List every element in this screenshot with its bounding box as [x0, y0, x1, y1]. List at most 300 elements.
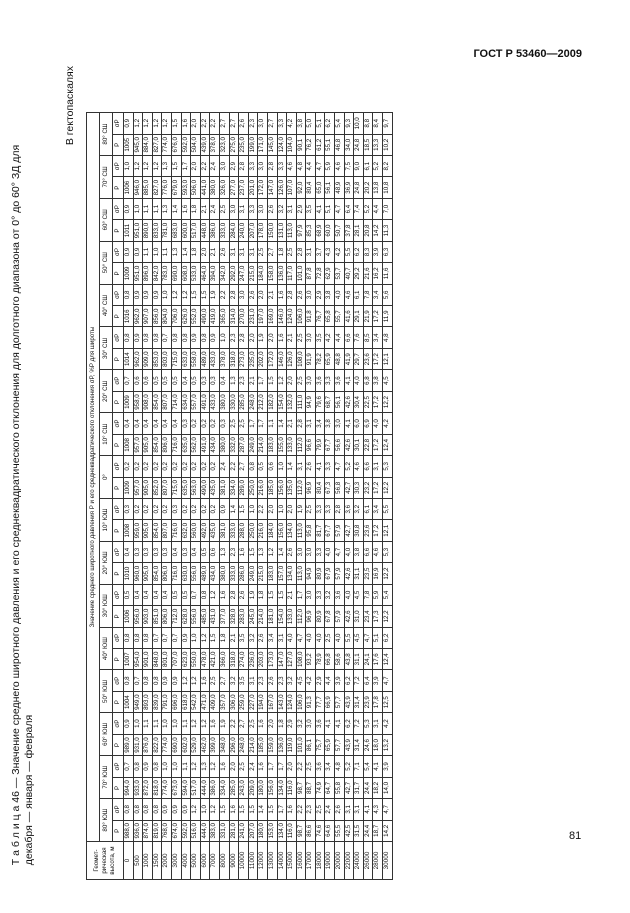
pressure-cell: 462,0 [200, 734, 210, 755]
pressure-cell: 439,0 [200, 134, 210, 155]
sigma-cell: 1,1 [152, 713, 162, 734]
sigma-cell: 2,8 [296, 241, 306, 262]
pressure-cell: 945,0 [133, 134, 143, 155]
sigma-cell: 4,3 [373, 799, 383, 820]
pressure-cell: 55,5 [335, 820, 345, 841]
sigma-cell: 3,9 [373, 241, 383, 262]
sigma-cell: 2,6 [287, 541, 297, 562]
sigma-cell: 0,8 [133, 756, 143, 777]
pressure-cell: 57,9 [335, 563, 345, 584]
sigma-cell: 0,2 [133, 456, 143, 477]
pressure-cell: 905,0 [143, 520, 153, 541]
sigma-subheader: σP [113, 799, 124, 820]
pressure-cell: 156,0 [267, 777, 277, 798]
pressure-cell: 31,5 [354, 820, 364, 841]
pressure-cell: 444,0 [200, 820, 210, 841]
sigma-cell: 1,0 [133, 713, 143, 734]
pressure-cell: 37,8 [344, 220, 354, 241]
sigma-cell: 1,2 [133, 113, 143, 135]
sigma-cell: 7,0 [383, 198, 393, 219]
pressure-cell: 74,6 [315, 820, 325, 841]
pressure-cell: 34,0 [344, 134, 354, 155]
pressure-cell: 184,0 [258, 263, 268, 284]
pressure-cell: 158,0 [267, 263, 277, 284]
sigma-subheader: σP [113, 670, 124, 691]
sigma-cell: 4,6 [287, 156, 297, 177]
sigma-cell: 2,6 [296, 284, 306, 305]
sigma-cell: 3,0 [219, 156, 229, 177]
sigma-cell: 1,6 [219, 584, 229, 605]
pressure-cell: 31,4 [354, 691, 364, 712]
sigma-cell: 0,5 [152, 370, 162, 391]
table-row [124, 113, 134, 880]
pressure-cell: 949,0 [133, 691, 143, 712]
pressure-cell: 441,0 [200, 177, 210, 198]
sigma-cell: 1,1 [162, 241, 172, 262]
pressure-cell: 24,8 [354, 134, 364, 155]
pressure-cell: 381,0 [219, 520, 229, 541]
pressure-cell: 101,0 [296, 263, 306, 284]
sigma-cell: 4,7 [383, 670, 393, 691]
pressure-cell: 281,0 [229, 820, 239, 841]
table-caption [10, 105, 36, 865]
sigma-cell: 3,1 [248, 241, 258, 262]
sigma-cell: 5,2 [363, 198, 373, 219]
sigma-cell: 8,2 [383, 156, 393, 177]
sigma-cell: 0,8 [124, 627, 134, 648]
sigma-cell: 1,2 [171, 284, 181, 305]
pressure-cell: 409,0 [210, 691, 220, 712]
pressure-cell: 98,7 [296, 820, 306, 841]
sigma-cell: 1,5 [219, 799, 229, 820]
pressure-subheader: P [113, 263, 124, 284]
sigma-cell: 4,2 [325, 327, 335, 348]
sigma-cell: 7,8 [363, 584, 373, 605]
sigma-cell: 1,5 [267, 370, 277, 391]
pressure-cell: 117,0 [287, 263, 297, 284]
sigma-cell: 2,0 [267, 713, 277, 734]
sigma-cell: 2,1 [248, 370, 258, 391]
sigma-cell: 0,2 [200, 499, 210, 520]
pressure-cell: 76,2 [306, 134, 316, 155]
sigma-cell: 3,1 [373, 713, 383, 734]
table-caption-line1: Т а б л и ц а 46 — Значение среднего широтного давления и его среднеквадратического отклонения для долготного диапазона от 0° до 60° ЗД для [9, 144, 22, 865]
sigma-cell: 3,5 [239, 627, 249, 648]
sigma-cell: 5,2 [344, 456, 354, 477]
sigma-cell: 3,7 [315, 241, 325, 262]
pressure-cell: 434,0 [210, 434, 220, 455]
pressure-cell: 288,0 [239, 520, 249, 541]
pressure-cell: 30,1 [354, 434, 364, 455]
sigma-cell: 6,1 [354, 284, 364, 305]
pressure-cell: 67,8 [325, 606, 335, 627]
pressure-cell: 715,0 [171, 477, 181, 498]
sigma-cell: 0,4 [124, 413, 134, 434]
sigma-cell: 0,4 [219, 370, 229, 391]
sigma-cell: 2,4 [325, 799, 335, 820]
sigma-cell: 6,2 [344, 670, 354, 691]
sigma-cell: 0,7 [124, 370, 134, 391]
pressure-cell: 106,0 [296, 306, 306, 327]
sigma-cell: 1,0 [133, 198, 143, 219]
pressure-cell: 903,0 [143, 606, 153, 627]
sigma-cell: 3,3 [277, 156, 287, 177]
pressure-cell: 88,7 [306, 777, 316, 798]
pressure-cell: 65,8 [325, 306, 335, 327]
sigma-cell: 4,0 [344, 541, 354, 562]
pressure-cell: 378,0 [219, 348, 229, 369]
pressure-cell: 444,0 [200, 777, 210, 798]
sigma-cell: 0,3 [200, 370, 210, 391]
sigma-cell: 7,8 [363, 284, 373, 305]
sigma-cell: 4,6 [335, 156, 345, 177]
sigma-cell: 0,6 [143, 370, 153, 391]
sigma-cell: 4,0 [335, 627, 345, 648]
pressure-cell: 348,0 [219, 734, 229, 755]
pressure-cell: 23,2 [363, 477, 373, 498]
table-row [258, 113, 268, 880]
table-row [373, 113, 383, 880]
sigma-cell: 1,6 [219, 756, 229, 777]
height-cell: 15000 [287, 842, 297, 880]
sigma-subheader: σP [113, 156, 124, 177]
sigma-cell: 3,0 [258, 156, 268, 177]
sigma-cell: 2,5 [239, 413, 249, 434]
pressure-cell: 124,0 [287, 306, 297, 327]
pressure-cell: 155,0 [277, 434, 287, 455]
pressure-cell: 331,0 [219, 820, 229, 841]
sigma-cell: 2,1 [287, 327, 297, 348]
sigma-cell: 1,6 [277, 284, 287, 305]
sigma-cell: 0,4 [162, 413, 172, 434]
sigma-cell: 0,2 [162, 456, 172, 477]
pressure-cell: 956,0 [133, 606, 143, 627]
table-row [239, 113, 249, 880]
sigma-cell: 3,4 [267, 627, 277, 648]
pressure-cell: 893,0 [143, 691, 153, 712]
sigma-cell: 1,2 [200, 627, 210, 648]
sigma-cell: 2,7 [267, 113, 277, 135]
pressure-cell: 885,0 [143, 177, 153, 198]
sigma-cell: 0,2 [181, 499, 191, 520]
pressure-cell: 24,1 [363, 649, 373, 670]
pressure-cell: 147,0 [267, 177, 277, 198]
pressure-cell: 314,0 [229, 306, 239, 327]
sigma-cell: 0,8 [143, 799, 153, 820]
pressure-cell: 28,1 [354, 220, 364, 241]
sigma-cell: 3,3 [315, 499, 325, 520]
sigma-cell: 1,6 [200, 670, 210, 691]
sigma-cell: 1,4 [229, 499, 239, 520]
sigma-cell: 1,3 [229, 370, 239, 391]
sigma-cell: 2,2 [200, 156, 210, 177]
sigma-cell: 1,3 [171, 241, 181, 262]
pressure-cell: 550,0 [191, 649, 201, 670]
pressure-cell: 558,0 [191, 348, 201, 369]
pressure-cell: 108,0 [296, 649, 306, 670]
pressure-cell: 854,0 [152, 391, 162, 412]
height-cell: 13000 [267, 842, 277, 880]
sigma-cell: 0,8 [152, 670, 162, 691]
sigma-cell: 3,5 [315, 327, 325, 348]
latitude-header: 50° СШ [100, 241, 113, 284]
pressure-cell: 529,0 [191, 734, 201, 755]
pressure-cell: 43,9 [344, 691, 354, 712]
pressure-cell: 172,0 [267, 348, 277, 369]
sigma-cell: 4,5 [383, 370, 393, 391]
pressure-cell: 31,1 [354, 563, 364, 584]
sigma-cell: 0,9 [133, 284, 143, 305]
pressure-cell: 136,0 [277, 263, 287, 284]
latitude-header: 0° [100, 456, 113, 499]
pressure-cell: 146,0 [277, 348, 287, 369]
sigma-cell: 2,8 [267, 156, 277, 177]
sigma-cell: 2,0 [191, 113, 201, 135]
pressure-cell: 716,0 [171, 563, 181, 584]
pressure-cell: 884,0 [143, 134, 153, 155]
sigma-cell: 0,8 [248, 456, 258, 477]
sigma-cell: 2,1 [229, 627, 239, 648]
sigma-cell: 3,4 [315, 413, 325, 434]
sigma-cell: 5,1 [315, 113, 325, 135]
pressure-cell: 259,0 [239, 691, 249, 712]
sigma-cell: 3,3 [325, 370, 335, 391]
sigma-cell: 1,2 [267, 541, 277, 562]
pressure-cell: 706,0 [171, 306, 181, 327]
sigma-cell: 4,0 [306, 627, 316, 648]
pressure-cell: 20,8 [363, 220, 373, 241]
pressure-cell: 853,0 [152, 348, 162, 369]
pressure-cell: 80,4 [306, 177, 316, 198]
sigma-cell: 3,1 [248, 670, 258, 691]
pressure-cell: 380,0 [219, 563, 229, 584]
sigma-cell: 1,2 [152, 113, 162, 135]
sigma-cell: 1,1 [181, 756, 191, 777]
sigma-cell: 0,3 [210, 370, 220, 391]
pressure-cell: 714,0 [171, 391, 181, 412]
latitude-header: 10° СШ [100, 413, 113, 456]
sigma-cell: 10,0 [354, 113, 364, 135]
pressure-cell: 634,0 [181, 391, 191, 412]
pressure-subheader: P [113, 734, 124, 755]
sigma-cell: 0,7 [191, 584, 201, 605]
sigma-cell: 2,0 [267, 499, 277, 520]
sigma-subheader: σP [113, 541, 124, 562]
sigma-cell: 5,9 [373, 584, 383, 605]
pressure-cell: 95,8 [306, 520, 316, 541]
pressure-cell: 14,0 [383, 777, 393, 798]
sigma-cell: 2,8 [287, 284, 297, 305]
sigma-cell: 3,0 [306, 327, 316, 348]
pressure-cell: 50,7 [335, 220, 345, 241]
sigma-cell: 1,2 [191, 756, 201, 777]
sigma-cell: 0,2 [143, 456, 153, 477]
pressure-cell: 24,4 [363, 777, 373, 798]
sigma-subheader: σP [113, 241, 124, 262]
pressure-cell: 557,0 [191, 391, 201, 412]
pressure-cell: 471,0 [200, 691, 210, 712]
sigma-cell: 4,1 [363, 799, 373, 820]
pressure-cell: 29,1 [354, 306, 364, 327]
pressure-cell: 296,0 [229, 734, 239, 755]
pressure-cell: 951,0 [133, 263, 143, 284]
table-row [143, 113, 153, 880]
sigma-cell: 4,7 [335, 456, 345, 477]
height-cell: 9000 [229, 842, 239, 880]
pressure-cell: 448,0 [200, 220, 210, 241]
sigma-cell: 0,2 [200, 456, 210, 477]
sigma-cell: 1,6 [287, 799, 297, 820]
sigma-cell: 3,8 [325, 413, 335, 434]
sigma-cell: 3,8 [296, 113, 306, 135]
sigma-cell: 2,1 [200, 198, 210, 219]
pressure-cell: 593,0 [181, 177, 191, 198]
pressure-cell: 707,0 [171, 649, 181, 670]
sigma-cell: 4,0 [315, 627, 325, 648]
sigma-cell: 0,7 [133, 670, 143, 691]
pressure-cell: 848,0 [152, 649, 162, 670]
pressure-cell: 556,0 [191, 606, 201, 627]
pressure-cell: 11,3 [383, 220, 393, 241]
pressure-cell: 1006 [124, 606, 134, 627]
sigma-cell: 3,1 [354, 799, 364, 820]
pressure-cell: 48,9 [335, 177, 345, 198]
sigma-cell: 0,8 [143, 627, 153, 648]
pressure-cell: 65,9 [325, 348, 335, 369]
latitude-header: 80° СШ [100, 113, 113, 156]
sigma-cell: 7,1 [354, 756, 364, 777]
height-cell: 5000 [191, 842, 201, 880]
pressure-cell: 13,2 [383, 734, 393, 755]
table-row [267, 113, 277, 880]
sigma-cell: 3,3 [315, 584, 325, 605]
sigma-cell: 2,9 [296, 198, 306, 219]
pressure-cell: 433,0 [210, 348, 220, 369]
pressure-cell: 380,0 [210, 177, 220, 198]
sigma-cell: 1,2 [181, 284, 191, 305]
sigma-cell: 0,9 [181, 627, 191, 648]
pressure-cell: 67,9 [325, 563, 335, 584]
pressure-cell: 433,0 [210, 391, 220, 412]
sigma-cell: 1,0 [191, 627, 201, 648]
pressure-cell: 66,9 [325, 691, 335, 712]
pressure-cell: 1009 [124, 263, 134, 284]
pressure-cell: 602,0 [181, 734, 191, 755]
sigma-cell: 2,5 [229, 413, 239, 434]
sigma-cell: 4,2 [335, 241, 345, 262]
pressure-cell: 491,0 [200, 434, 210, 455]
sigma-cell: 5,4 [363, 756, 373, 777]
sigma-cell: 2,6 [267, 670, 277, 691]
sigma-subheader: σP [113, 584, 124, 605]
sigma-cell: 1,5 [171, 156, 181, 177]
pressure-cell: 933,0 [133, 777, 143, 798]
sigma-cell: 2,5 [315, 799, 325, 820]
pressure-cell: 12,1 [383, 348, 393, 369]
pressure-cell: 517,0 [191, 220, 201, 241]
pressure-cell: 57,9 [335, 520, 345, 541]
pressure-cell: 147,0 [277, 649, 287, 670]
table-row [354, 113, 364, 880]
pressure-cell: 716,0 [171, 520, 181, 541]
pressure-cell: 517,0 [191, 777, 201, 798]
latitude-header: 40° ЮШ [100, 627, 113, 670]
sigma-cell: 0,8 [124, 284, 134, 305]
pressure-cell: 53,7 [335, 263, 345, 284]
sigma-cell: 1,3 [258, 541, 268, 562]
pressure-cell: 183,0 [267, 434, 277, 455]
pressure-cell: 562,0 [191, 434, 201, 455]
sigma-cell: 0,4 [152, 413, 162, 434]
pressure-cell: 182,0 [267, 391, 277, 412]
pressure-cell: 108,0 [296, 348, 306, 369]
sigma-cell: 0,9 [210, 327, 220, 348]
sigma-cell: 1,0 [277, 456, 287, 477]
pressure-cell: 318,0 [229, 348, 239, 369]
pressure-subheader: P [113, 820, 124, 841]
sigma-cell: 1,8 [191, 198, 201, 219]
sigma-cell: 0,5 [171, 370, 181, 391]
table-row [191, 113, 201, 880]
pressure-cell: 330,0 [229, 391, 239, 412]
sigma-cell: 2,4 [210, 198, 220, 219]
pressure-cell: 907,0 [143, 306, 153, 327]
sigma-subheader: σP [113, 756, 124, 777]
sigma-cell: 0,2 [181, 456, 191, 477]
sigma-cell: 0,9 [124, 241, 134, 262]
pressure-cell: 852,0 [152, 477, 162, 498]
sigma-cell: 2,6 [258, 627, 268, 648]
sigma-cell: 2,2 [229, 713, 239, 734]
sigma-cell: 0,2 [171, 456, 181, 477]
sigma-cell: 2,2 [210, 113, 220, 135]
pressure-cell: 29,7 [354, 348, 364, 369]
pressure-cell: 194,0 [258, 691, 268, 712]
sigma-cell: 4,0 [287, 627, 297, 648]
sigma-cell: 0,4 [171, 541, 181, 562]
sigma-cell: 3,4 [373, 327, 383, 348]
sigma-cell: 5,4 [335, 113, 345, 135]
sigma-cell: 0,3 [133, 541, 143, 562]
pressure-cell: 215,0 [248, 263, 258, 284]
sigma-cell: 0,8 [143, 670, 153, 691]
sigma-cell: 1,2 [191, 799, 201, 820]
sigma-cell: 0,5 [200, 541, 210, 562]
pressure-cell: 202,0 [258, 348, 268, 369]
sigma-cell: 0,4 [143, 584, 153, 605]
sigma-cell: 0,8 [200, 584, 210, 605]
pressure-cell: 489,0 [200, 348, 210, 369]
pressure-cell: 774,0 [162, 734, 172, 755]
sigma-cell: 4,7 [296, 627, 306, 648]
sigma-cell: 2,3 [277, 670, 287, 691]
pressure-cell: 180,0 [258, 820, 268, 841]
sigma-cell: 2,5 [239, 756, 249, 777]
pressure-cell: 247,0 [239, 263, 249, 284]
sigma-cell: 1,7 [258, 413, 268, 434]
pressure-cell: 21,6 [363, 263, 373, 284]
sigma-cell: 1,2 [181, 670, 191, 691]
pressure-cell: 946,0 [133, 177, 143, 198]
sigma-cell: 2,2 [200, 113, 210, 135]
pressure-cell: 776,0 [162, 177, 172, 198]
pressure-cell: 958,0 [133, 391, 143, 412]
pressure-cell: 806,0 [162, 434, 172, 455]
sigma-cell: 1,2 [152, 156, 162, 177]
table-row [200, 113, 210, 880]
sigma-cell: 2,8 [229, 584, 239, 605]
pressure-cell: 819,0 [152, 820, 162, 841]
